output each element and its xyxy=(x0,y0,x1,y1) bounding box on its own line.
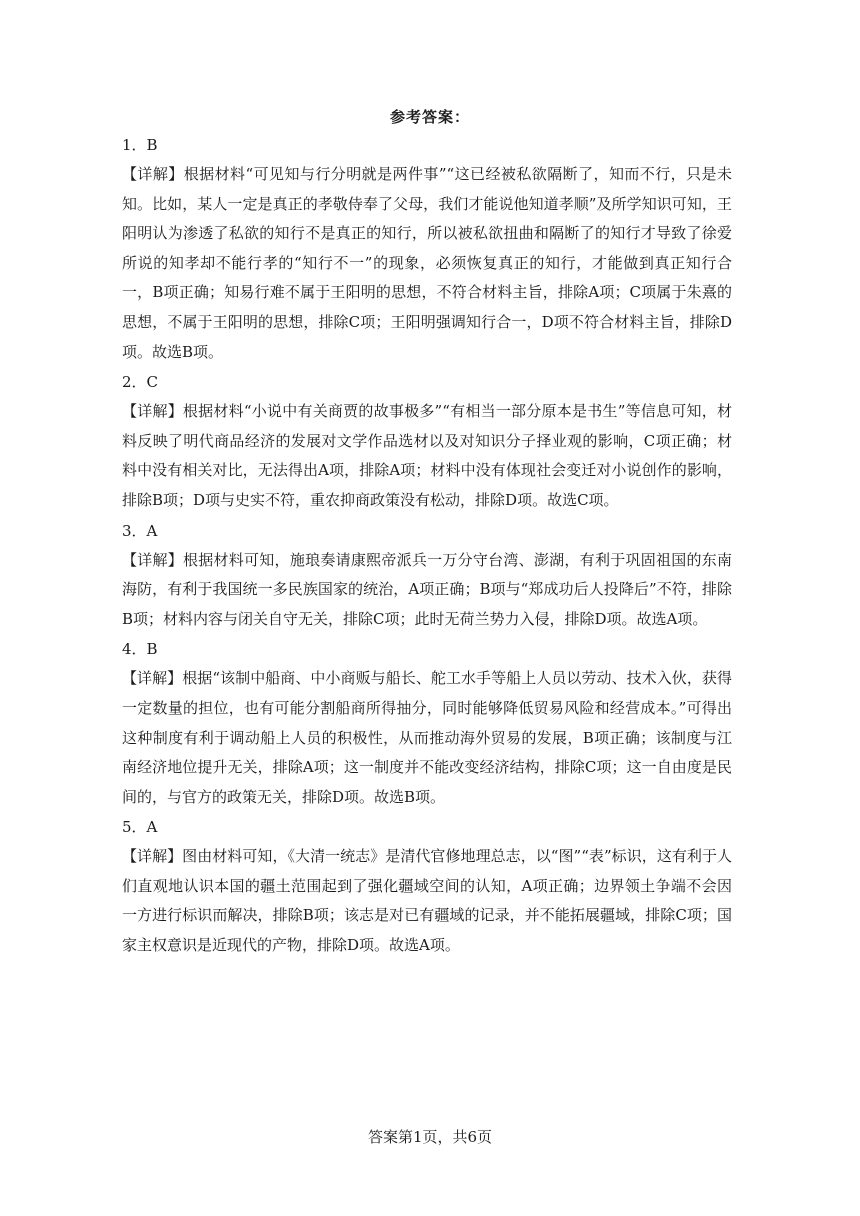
answer-item-4 xyxy=(122,634,732,812)
answer-item-3 xyxy=(122,516,732,635)
answer-heading: 1．B xyxy=(122,136,158,154)
answer-heading: 5．A xyxy=(122,818,158,837)
answer-item-1 xyxy=(122,130,732,367)
answer-item-2 xyxy=(122,367,732,515)
answer-heading: 2．C xyxy=(122,373,159,392)
answer-list xyxy=(122,130,732,961)
answer-explanation: 【详解】根据材料“可见知与行分明就是两件事”“这已经被私欲隔断了，知而不行，只是未知。比如，某人一定是真正的孝敬侍奉了父母，我们才能说他知道孝顺”及所学知识可知，王阳明认为渗透了私欲的知行不是真正的知行，所以被私欲扭曲和隔断了的知行才导致了徐爱所说的知孝却不能行孝的“知行不一”的现象，必须恢复真正的知行，才能做到真正知行合一，B项正确；知易行难不属于王阳明的思想，不符合材料主旨，排除A项；C项属于朱熹的思想，不属于王阳明的思想，排除C项；王阳明强调知行合一，D项不符合材料主旨，排除D项。故选B项。 xyxy=(122,165,732,361)
answer-explanation: 【详解】根据材料“小说中有关商贾的故事极多”“有相当一部分原本是书生”等信息可知，材料反映了明代商品经济的发展对文学作品选材以及对知识分子择业观的影响，C项正确；材料中没有相关对比，无法得出A项，排除A项；材料中没有体现社会变迁对小说创作的影响，排除B项；D项与史实不符，重农抑商政策没有松动，排除D项。故选C项。 xyxy=(122,402,732,509)
answer-item-5 xyxy=(122,812,732,960)
answer-heading: 4．B xyxy=(122,640,158,659)
answer-heading: 3．A xyxy=(122,521,158,540)
answer-explanation: 【详解】根据“该制中船商、中小商贩与船长、舵工水手等船上人员以劳动、技术入伙，获得一定数量的担位，也有可能分割船商所得抽分，同时能够降低贸易风险和经营成本。”可得出这种制度有利于调动船上人员的积极性，从而推动海外贸易的发展，B项正确；该制度与江南经济地位提升无关，排除A项；这一制度并不能改变经济结构，排除C项；这一自由度是民间的，与官方的政策无关，排除D项。故选B项。 xyxy=(122,669,732,806)
page-footer: 答案第1页，共6页 xyxy=(367,1128,493,1146)
answer-explanation: 【详解】图由材料可知，《大清一统志》是清代官修地理总志，以“图”“表”标识，这有利于人们直观地认识本国的疆土范围起到了强化疆域空间的认知，A项正确；边界领土争端不会因一方进行标识而解决，排除B项；该志是对已有疆域的记录，并不能拓展疆域，排除C项；国家主权意识是近现代的产物，排除D项。故选A项。 xyxy=(122,847,732,955)
answer-explanation: 【详解】根据材料可知，施琅奏请康熙帝派兵一万分守台湾、澎湖，有利于巩固祖国的东南海防，有利于我国统一多民族国家的统治，A项正确；B项与“郑成功后人投降后”不符，排除B项；材料内容与闭关自守无关，排除C项；此时无荷兰势力入侵，排除D项。故选A项。 xyxy=(122,550,732,628)
page-title: 参考答案： xyxy=(389,108,470,126)
